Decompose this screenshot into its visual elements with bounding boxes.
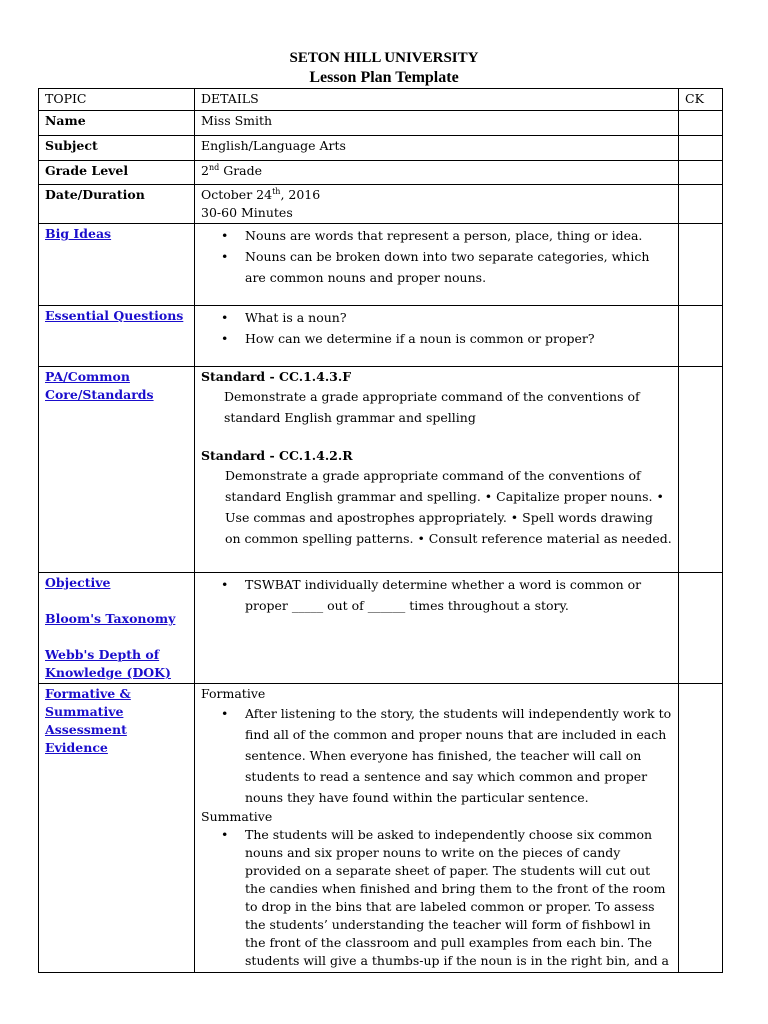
webbs-dok-link[interactable]: Webb's Depth of Knowledge (DOK)	[45, 647, 171, 680]
label-name: Name	[39, 111, 195, 136]
standard-2-text: Demonstrate a grade appropriate command of the conventions of standard English grammar and spelling. • Capitalize proper nouns. • Use commas and apostrophes appropriately. • Spell words drawing on common spelling patterns. • Consult reference material as needed.	[225, 468, 672, 546]
header-details: DETAILS	[195, 89, 679, 111]
university-title: SETON HILL UNIVERSITY	[289, 50, 479, 66]
table-header-row	[39, 89, 723, 111]
blooms-taxonomy-link[interactable]: Bloom's Taxonomy	[45, 611, 176, 626]
assessment-evidence-link[interactable]: Formative & Summative Assessment Evidence	[45, 686, 131, 755]
ck-cell	[679, 306, 723, 367]
label-subject: Subject	[39, 136, 195, 161]
header-topic: TOPIC	[39, 89, 195, 111]
standards-link[interactable]: PA/Common Core/Standards	[45, 369, 154, 402]
list-item: • TSWBAT individually determine whether a word is common or proper _____ out of ______ times throughout a story.	[245, 574, 672, 616]
label-essential-cell	[39, 306, 195, 367]
value-big-ideas	[195, 224, 679, 306]
row-essential-questions	[39, 306, 723, 367]
header-ck: CK	[679, 89, 723, 111]
value-objective	[195, 573, 679, 684]
big-ideas-link[interactable]: Big Ideas	[45, 226, 112, 241]
value-name: Miss Smith	[195, 111, 679, 136]
row-objective	[39, 573, 723, 684]
list-item: • How can we determine if a noun is common or proper?	[245, 328, 672, 349]
standard-2-title: Standard - CC.1.4.2.R	[201, 448, 353, 463]
ck-cell	[679, 161, 723, 185]
document-title: Lesson Plan Template	[309, 69, 459, 86]
label-big-ideas-cell	[39, 224, 195, 306]
label-assessment-cell	[39, 684, 195, 973]
value-subject: English/Language Arts	[195, 136, 679, 161]
ck-cell	[679, 185, 723, 224]
value-date: October 24th, 2016 30-60 Minutes	[195, 185, 679, 224]
label-standards-cell	[39, 367, 195, 573]
row-standards	[39, 367, 723, 573]
formative-heading: Formative	[201, 686, 266, 701]
list-item: • Nouns are words that represent a person, place, thing or idea.	[245, 225, 672, 246]
row-name	[39, 111, 723, 136]
list-item: • After listening to the story, the students will independently work to find all of the common and proper nouns that are included in each sentence. When everyone has finished, the teacher will call on students to read a sentence and say which common and proper nouns they have found within the particular sentence.	[245, 703, 672, 808]
ck-cell	[679, 224, 723, 306]
standard-1-title: Standard - CC.1.4.3.F	[201, 369, 352, 384]
label-grade: Grade Level	[39, 161, 195, 185]
row-date	[39, 185, 723, 224]
ck-cell	[679, 367, 723, 573]
list-item: • Nouns can be broken down into two separate categories, which are common nouns and proper nouns.	[245, 246, 672, 288]
objective-link[interactable]: Objective	[45, 575, 111, 590]
value-grade: 2nd Grade	[195, 161, 679, 185]
label-objective-cell	[39, 573, 195, 684]
standard-1-text: Demonstrate a grade appropriate command of the conventions of standard English grammar and spelling	[224, 389, 640, 425]
ck-cell	[679, 684, 723, 973]
list-item: • The students will be asked to independently choose six common nouns and six proper nouns to write on the pieces of candy provided on a separate sheet of paper. The students will cut out the candies when finished and bring them to the front of the room to drop in the bins that are labeled common or proper. To assess the students’ understanding the teacher will form of fishbowl in the front of the classroom and pull examples from each bin. The students will give a thumbs-up if the noun is in the right bin, and a	[245, 826, 672, 970]
row-big-ideas	[39, 224, 723, 306]
value-essential	[195, 306, 679, 367]
ck-cell	[679, 111, 723, 136]
list-item: • What is a noun?	[245, 307, 672, 328]
label-date: Date/Duration	[39, 185, 195, 224]
ck-cell	[679, 573, 723, 684]
row-subject	[39, 136, 723, 161]
lesson-plan-table	[38, 88, 723, 973]
summative-heading: Summative	[201, 809, 273, 824]
essential-questions-link[interactable]: Essential Questions	[45, 308, 184, 323]
row-grade	[39, 161, 723, 185]
value-standards	[195, 367, 679, 573]
value-assessment	[195, 684, 679, 973]
ck-cell	[679, 136, 723, 161]
row-assessment	[39, 684, 723, 973]
